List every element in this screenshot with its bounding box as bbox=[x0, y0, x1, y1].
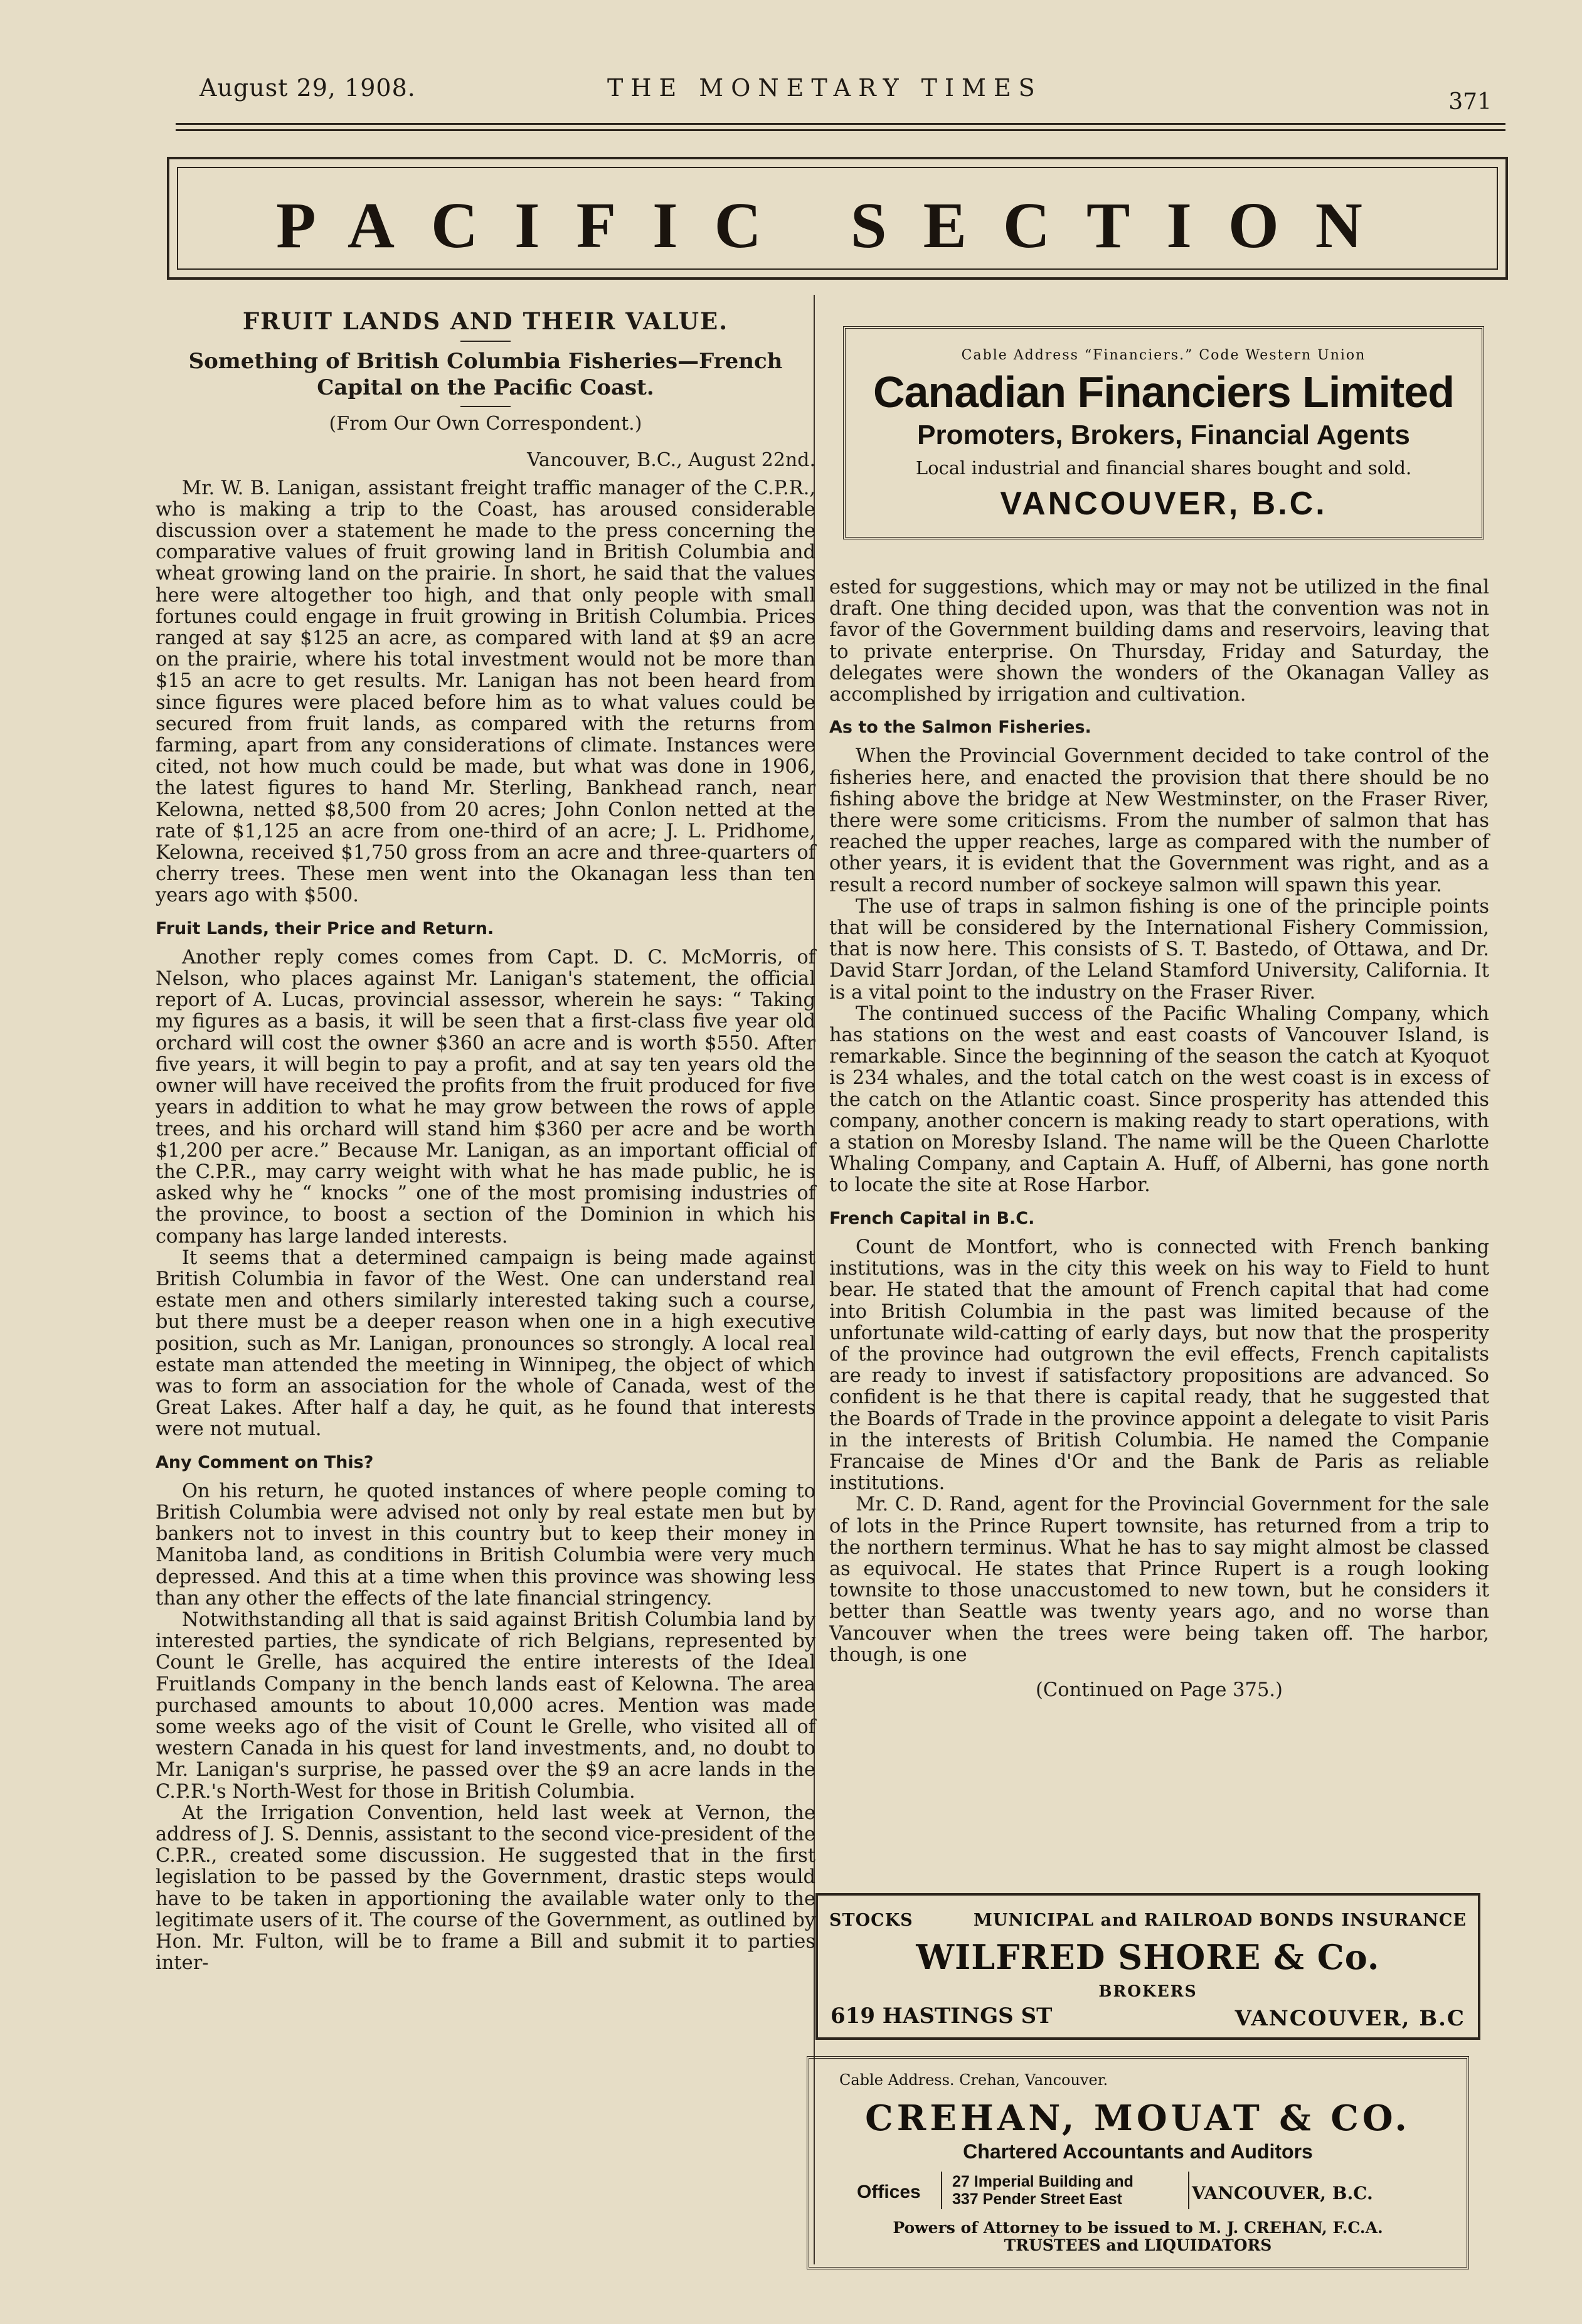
section-banner bbox=[167, 157, 1508, 280]
ad-city: VANCOUVER, B.C. bbox=[1192, 2183, 1373, 2204]
paragraph: Mr. W. B. Lanigan, assistant freight traffic manager of the C.P.R., who is making a trip to the Coast, has aroused considerable discussion over a statement he made to the press concerning the comparative values of fruit growing land in British Columbia and wheat growing land on the prairie. In short, he said that the values here were altogether too high, and that only people with small fortunes could engage in fruit growing in British Columbia. Prices ranged at say $125 an acre, as compared with land at $9 an acre on the prairie, where his total investment would not be more than $15 an acre to get results. Mr. Lanigan has not been heard from since figures were placed before him as to what values could be secured from fruit lands, as compared with the returns from farming, apart from any considerations of climate. Instances were cited, not how much could be made, but what was done in 1906, the latest figures to hand Mr. Sterling, Bankhead ranch, near Kelowna, netted $8,500 from 20 acres; John Conlon netted at the rate of $1,125 an acre from one-third of an acre; J. L. Pridhome, Kelowna, received $1,750 gross from an acre and three-quarters of cherry trees. These men went into the Okanagan less than ten years ago with $500. bbox=[156, 477, 815, 907]
ad-city: VANCOUVER, B.C. bbox=[1000, 485, 1327, 522]
subtitle-dash bbox=[460, 406, 511, 407]
ad-canadian-financiers bbox=[843, 326, 1484, 539]
paragraph: The use of traps in salmon fishing is one of the principle points that will be considered by the International Fishery Commission, that is now here. This consists of S. T. Bastedo, of Ottawa, and Dr. David Starr Jordan, of the Leland Stamford University, California. It is a vital point to the industry on the Fraser River. bbox=[829, 895, 1489, 1004]
ad-offices-label: Offices bbox=[857, 2182, 921, 2202]
ad-company-name: CREHAN, MOUAT & CO. bbox=[865, 2098, 1411, 2139]
ad-crehan-mouat bbox=[807, 2056, 1469, 2269]
ad-address-line-2: 337 Pender Street East bbox=[952, 2190, 1122, 2208]
byline: (From Our Own Correspondent.) bbox=[329, 413, 642, 435]
section-title: PACIFIC SECTION bbox=[276, 189, 1399, 262]
header-rule-top bbox=[176, 123, 1505, 125]
ad-stocks: STOCKS bbox=[829, 1911, 913, 1930]
ad-company-name: Canadian Financiers Limited bbox=[873, 368, 1454, 417]
paragraph: ested for suggestions, which may or may not be utilized in the final draft. One thing decided upon, was that the convention was not in favor of the Government building dams and reservoirs, leaving that to private enterprise. On Thursday, Friday and Saturday, the delegates were shown the wonders of the Okanagan Valley as accomplished by irrigation and cultivation. bbox=[829, 576, 1489, 706]
ad-company-name: WILFRED SHORE & Co. bbox=[916, 1937, 1380, 1977]
paragraph: The continued success of the Pacific Whaling Company, which has stations on the west and east coasts of Vancouver Island, is remarkable. Since the beginning of the season the catch at Kyoquot is 234 whales, and the total catch on the west coast is in excess of the catch on the Atlantic coast. Since prosperity has attended this company, another concern is making ready to start operations, with a station on Moresby Island. The name will be the Queen Charlotte Whaling Company, and Captain A. Huff, of Alberni, has gone north to locate the site at Rose Harbor. bbox=[829, 1002, 1489, 1197]
title-dash bbox=[460, 341, 511, 342]
article-title: FRUIT LANDS AND THEIR VALUE. bbox=[242, 307, 729, 335]
article-subtitle bbox=[156, 348, 815, 401]
page-number: 371 bbox=[1448, 89, 1492, 115]
ad-wilfred-shore bbox=[815, 1893, 1480, 2040]
subtitle-line-2: Capital on the Pacific Coast. bbox=[317, 375, 654, 401]
running-head bbox=[199, 74, 1492, 115]
ad-cable-address: Cable Address. Crehan, Vancouver. bbox=[839, 2071, 1108, 2089]
ad-services: Promoters, Brokers, Financial Agents bbox=[917, 420, 1410, 450]
issue-date: August 29, 1908. bbox=[199, 74, 416, 102]
paragraph: Count de Montfort, who is connected with French banking institutions, was in the city this week on his way to Field to hunt bear. He stated that the amount of French capital that had come into British Columbia in the past was limited because of the unfortunate wild-catting of early days, but now that the prosperity of the province had outgrown the evil effects, French capitalists are ready to invest if satisfactory propositions are advanced. So confident is he that there is capital ready, that he suggested that the Boards of Trade in the province appoint a delegate to visit Paris in the interests of British Columbia. He named the Companie Francaise de Mines d'Or and the Bank de Paris as reliable institutions. bbox=[829, 1236, 1489, 1495]
ad-power-of-attorney bbox=[809, 2219, 1467, 2254]
ad-address-block bbox=[941, 2172, 1189, 2209]
subhead-french-capital: French Capital in B.C. bbox=[829, 1208, 1035, 1228]
paragraph: On his return, he quoted instances of where people coming to British Columbia were advised not only by real estate men but by bankers not to invest in this country but to keep their money in Manitoba land, as conditions in British Columbia were very much depressed. And this at a time when this province was showing less than any other the effects of the late financial stringency. bbox=[156, 1480, 815, 1610]
ad-poa-line-2: TRUSTEES and LIQUIDATORS bbox=[1004, 2236, 1272, 2254]
paragraph: Notwithstanding all that is said against British Columbia land by interested parties, the syndicate of rich Belgians, represented by Count le Grelle, has acquired the entire interests of the Ideal Fruitlands Company in the bench lands east of Kelowna. The area purchased amounts to about 10,000 acres. Mention was made some weeks ago of the visit of Count le Grelle, who visited all of western Canada in his quest for land investments, and, no doubt to Mr. Lanigan's surprise, he passed over the $9 an acre lands in the C.P.R.'s North-West for those in British Columbia. bbox=[156, 1608, 815, 1803]
header-rule-bottom bbox=[176, 129, 1505, 131]
ad-city: VANCOUVER, B.C bbox=[1234, 2006, 1465, 2031]
journal-title: THE MONETARY TIMES bbox=[607, 74, 1043, 102]
ad-address: 619 HASTINGS ST bbox=[831, 2003, 1053, 2029]
article-left-column bbox=[156, 307, 815, 1975]
ad-bonds: MUNICIPAL and RAILROAD BONDS bbox=[974, 1911, 1335, 1930]
continued-note: (Continued on Page 375.) bbox=[1036, 1679, 1283, 1701]
dateline: Vancouver, B.C., August 22nd. bbox=[527, 449, 815, 472]
paragraph: At the Irrigation Convention, held last week at Vernon, the address of J. S. Dennis, assistant to the second vice-president of the C.P.R., created some discussion. He suggested that in the first legislation to be passed by the Government, drastic steps would have to be taken in apportioning the available water only to the legitimate users of it. The course of the Government, as outlined by Hon. Mr. Fulton, will be to frame a Bill and submit it to parties inter- bbox=[156, 1801, 815, 1975]
subhead-fruit-lands: Fruit Lands, their Price and Return. bbox=[156, 918, 494, 938]
ad-poa-line-1: Powers of Attorney to be issued to M. J. CREHAN, F.C.A. bbox=[893, 2219, 1383, 2237]
ad-description: Local industrial and financial shares bought and sold. bbox=[915, 457, 1412, 479]
ad-address-line-1: 27 Imperial Building and bbox=[952, 2173, 1133, 2190]
ad-role: BROKERS bbox=[1098, 1982, 1197, 2000]
ad-cable-address: Cable Address “Financiers.” Code Western Union bbox=[961, 348, 1366, 363]
subhead-salmon-fisheries: As to the Salmon Fisheries. bbox=[829, 718, 1091, 738]
ad-role: Chartered Accountants and Auditors bbox=[963, 2140, 1313, 2163]
ad-insurance: INSURANCE bbox=[1341, 1911, 1467, 1930]
paragraph: It seems that a determined campaign is being made against British Columbia in favor of the West. One can understand real estate men and others similarly interested taking such a course, but there must be a deeper reason when one in a high executive position, such as Mr. Lanigan, pronounces so strongly. A local real estate man attended the meeting in Winnipeg, the object of which was to form an association for the whole of Canada, west of the Great Lakes. After half a day, he quit, as he found that interests were not mutual. bbox=[156, 1246, 815, 1441]
paragraph: Mr. C. D. Rand, agent for the Provincial Government for the sale of lots in the Prince Rupert townsite, has returned from a trip to the northern terminus. What he has to say might almost be classed as equivocal. He states that Prince Rupert is a rough looking townsite to those unaccustomed to new town, but he considers it better than Seattle was twenty years ago, and no worse than Vancouver when the trees were being taken off. The harbor, though, is one bbox=[829, 1494, 1489, 1666]
paragraph: When the Provincial Government decided to take control of the fisheries here, and enacted the provision that there should be no fishing above the bridge at New Westminster, on the Fraser River, there were some criticisms. From the number of salmon that has reached the upper reaches, large as compared with the number of other years, it is evident that the Government was right, and as a result a record number of sockeye salmon will spawn this year. bbox=[829, 745, 1489, 896]
article-right-column bbox=[829, 577, 1489, 1701]
paragraph: Another reply comes comes from Capt. D. C. McMorris, of Nelson, who places against Mr. Lanigan's statement, the official report of A. Lucas, provincial assessor, wherein he says: “ Taking my figures as a basis, it will be seen that a first-class five year old orchard will cost the owner $360 an acre and is worth $550. After five years, it will begin to pay a profit, and at say ten years old the owner will have received the profits from the fruit produced for five years in addition to what he may grow between the rows of apple trees, and his orchard will stand him $360 per acre and be worth $1,200 per acre.” Because Mr. Lanigan, as an important official of the C.P.R., may carry weight with what he has made public, he is asked why he “ knocks ” one of the most promising industries of the province, to boost a section of the Dominion in which his company has large landed interests. bbox=[156, 946, 815, 1248]
subhead-any-comment: Any Comment on This? bbox=[156, 1452, 374, 1472]
subtitle-line-1: Something of British Columbia Fisheries—French bbox=[188, 349, 783, 374]
